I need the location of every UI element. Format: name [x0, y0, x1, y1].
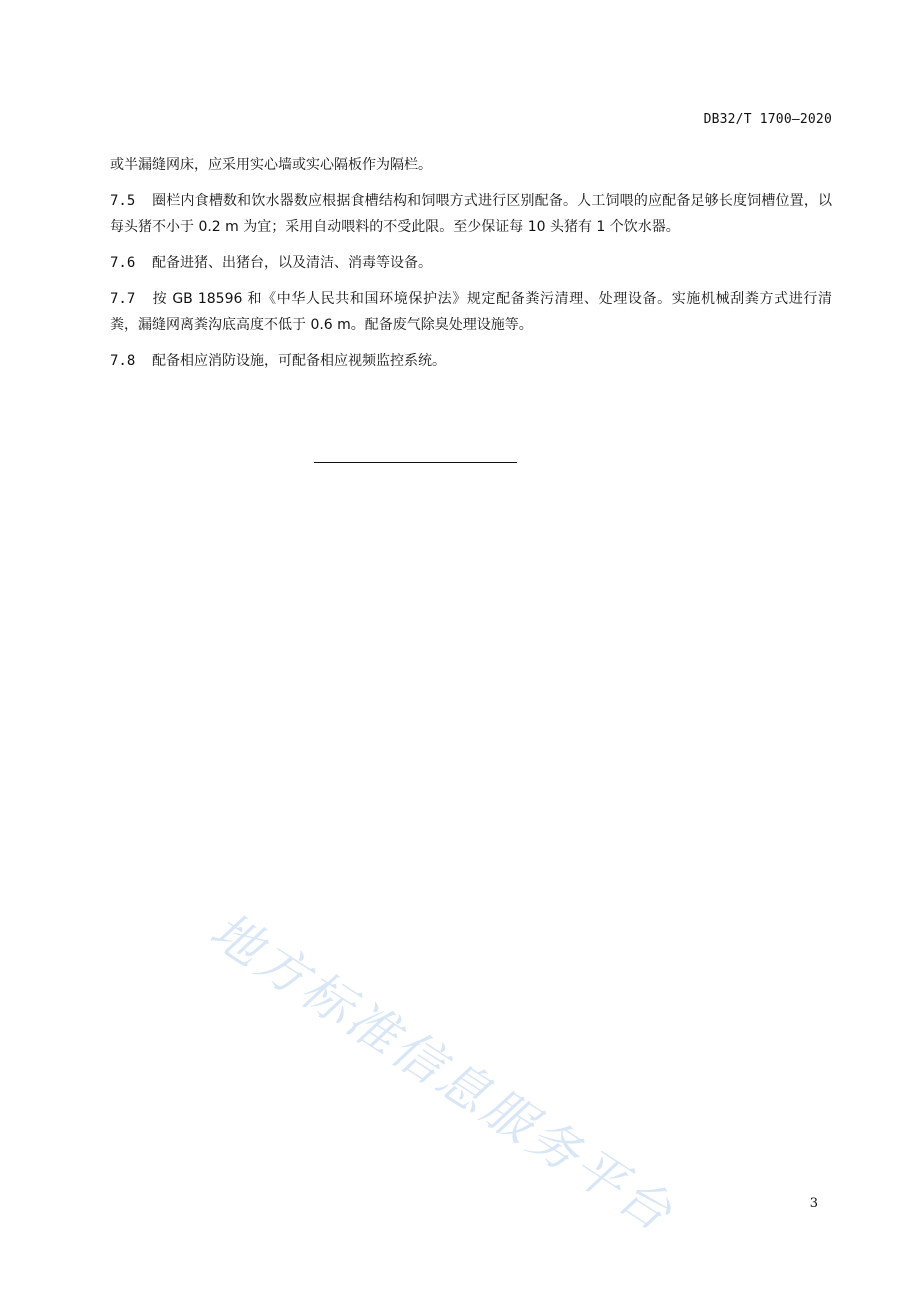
clause-7-8: [110, 348, 832, 374]
clause-number: 7.8: [110, 353, 136, 369]
clause-text: 按 GB 18596 和《中华人民共和国环境保护法》规定配备粪污清理、处理设备。实施机械刮粪方式进行清粪，漏缝网离粪沟底高度不低于 0.6 m。配备废气除臭处理设施等。: [110, 291, 832, 333]
clause-7-6: [110, 250, 832, 276]
continuation-paragraph: 或半漏缝网床，应采用实心墙或实心隔板作为隔栏。: [110, 157, 432, 173]
end-of-document-rule: [314, 462, 517, 463]
clause-7-7: [110, 286, 832, 338]
watermark: 地方标准信息服务平台: [200, 901, 685, 1244]
clause-text: 圈栏内食槽数和饮水器数应根据食槽结构和饲喂方式进行区别配备。人工饲喂的应配备足够长度饲槽位置，以每头猪不小于 0.2 m 为宜；采用自动喂料的不受此限。至少保证每 10 头猪有 1 个饮水器。: [110, 193, 832, 235]
clause-number: 7.7: [110, 291, 136, 307]
clause-text: 配备进猪、出猪台，以及清洁、消毒等设备。: [152, 255, 432, 271]
page-number: 3: [809, 1196, 818, 1211]
clause-number: 7.6: [110, 255, 136, 271]
clause-text: 配备相应消防设施，可配备相应视频监控系统。: [152, 353, 446, 369]
clause-7-5: [110, 188, 832, 240]
document-code: DB32/T 1700—2020: [703, 112, 832, 127]
clause-number: 7.5: [110, 193, 136, 209]
document-body: [110, 152, 832, 384]
